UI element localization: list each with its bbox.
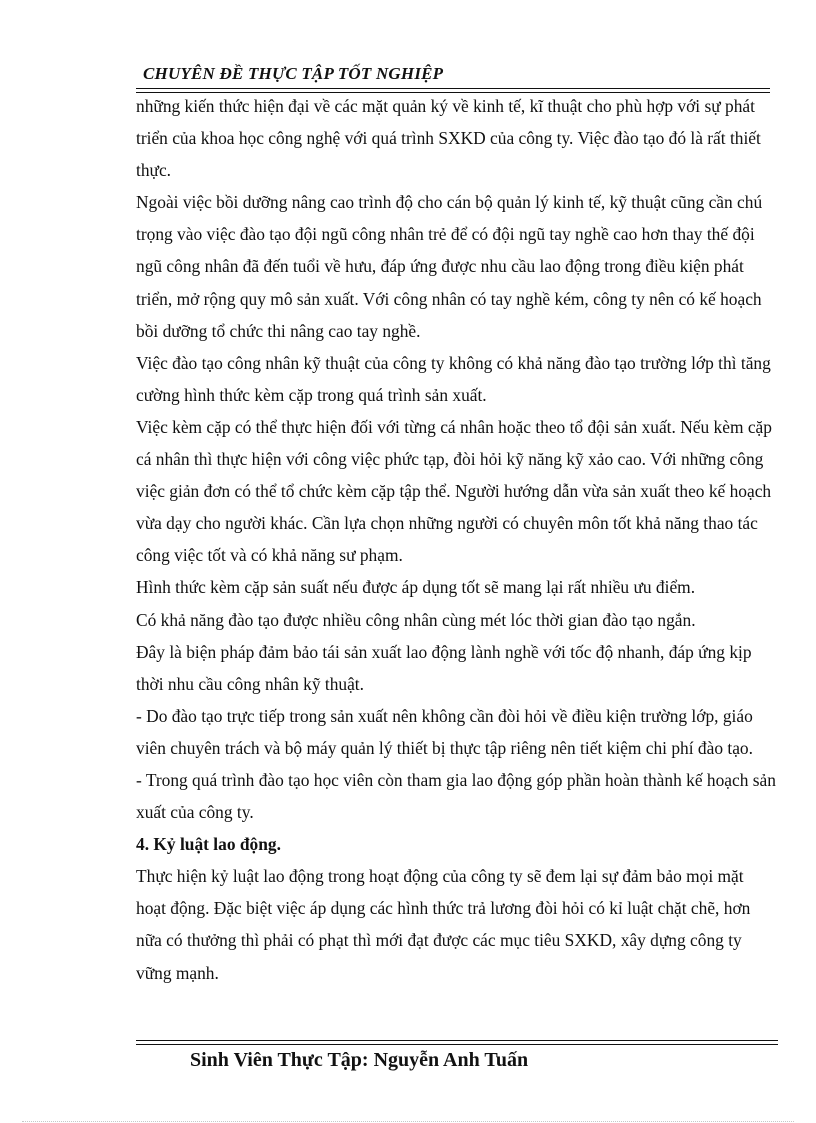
body-paragraph: Có khả năng đào tạo được nhiều công nhân cùng mét lóc thời gian đào tạo ngắn. [136,609,696,630]
body-paragraph: - Trong quá trình đào tạo học viên còn tham gia lao động góp phần hoàn thành kế hoạch sản xuất của công ty. [136,769,776,823]
body-paragraph: Việc đào tạo công nhân kỹ thuật của công ty không có khả năng đào tạo trường lớp thì tăng cường hình thức kèm cặp trong quá trình sản xuất. [136,352,771,405]
body-paragraph: những kiến thức hiện đại về các mặt quản ký về kinh tế, kĩ thuật cho phù hợp với sự phát triển của khoa học công nghệ với quá trình SXKD của công ty. Việc đào tạo đó là rất thiết thực. [136,96,761,181]
header-rule-top [136,88,770,89]
running-header-title: CHUYÊN ĐỀ THỰC TẬP TỐT NGHIỆP [143,64,444,83]
section-heading: 4. Kỷ luật lao động. [136,834,281,855]
body-paragraph: Ngoài việc bồi dưỡng nâng cao trình độ cho cán bộ quản lý kinh tế, kỹ thuật cũng cần chú trọng vào việc đào tạo đội ngũ công nhân trẻ để có đội ngũ tay nghề cao hơn thay thế đội ngũ công nhân đã đến tuổi về hưu, đáp ứng được nhu cầu lao động trong điều kiện phát triển, mở rộng quy mô sản xuất. Với công nhân có tay nghề kém, công ty nên có kế hoạch bồi dưỡng tổ chức thi nâng cao tay nghề. [136,192,763,341]
body-paragraph: - Do đào tạo trực tiếp trong sản xuất nên không cần đòi hỏi về điều kiện trường lớp, giáo viên chuyên trách và bộ máy quản lý thiết bị thực tập riêng nên tiết kiệm chi phí đào tạo. [136,705,753,758]
footer-rule-top [136,1040,778,1041]
body-paragraph: Hình thức kèm cặp sản suất nếu được áp dụng tốt sẽ mang lại rất nhiều ưu điểm. [136,577,696,598]
footer-rule-bottom [136,1044,778,1045]
body-paragraph: Việc kèm cặp có thể thực hiện đối với từng cá nhân hoặc theo tổ đội sản xuất. Nếu kèm cặp cá nhân thì thực hiện với công việc phức tạp, đòi hỏi kỹ năng kỹ xảo cao. Với những công việc giản đơn có thể tổ chức kèm cặp tập thể. Người hướng dẫn vừa sản xuất theo kế hoạch vừa dạy cho người khác. Cần lựa chọn những người có chuyên môn tốt khả năng thao tác công việc tốt và có khả năng sư phạm. [136,416,772,566]
student-name-footer: Sinh Viên Thực Tập: Nguyễn Anh Tuấn [190,1049,529,1071]
document-body [136,90,776,989]
section-paragraph: Thực hiện kỷ luật lao động trong hoạt động của công ty sẽ đem lại sự đảm bảo mọi mặt hoạt động. Đặc biệt việc áp dụng các hình thức trả lương đòi hỏi có kỉ luật chặt chẽ, hơn nữa có thưởng thì phải có phạt thì mới đạt được các mục tiêu SXKD, xây dựng công ty vững mạnh. [136,866,751,983]
body-paragraph: Đây là biện pháp đảm bảo tái sản xuất lao động lành nghề với tốc độ nhanh, đáp ứng kịp thời nhu cầu công nhân kỹ thuật. [136,641,752,694]
page-bottom-edge [22,1121,794,1122]
